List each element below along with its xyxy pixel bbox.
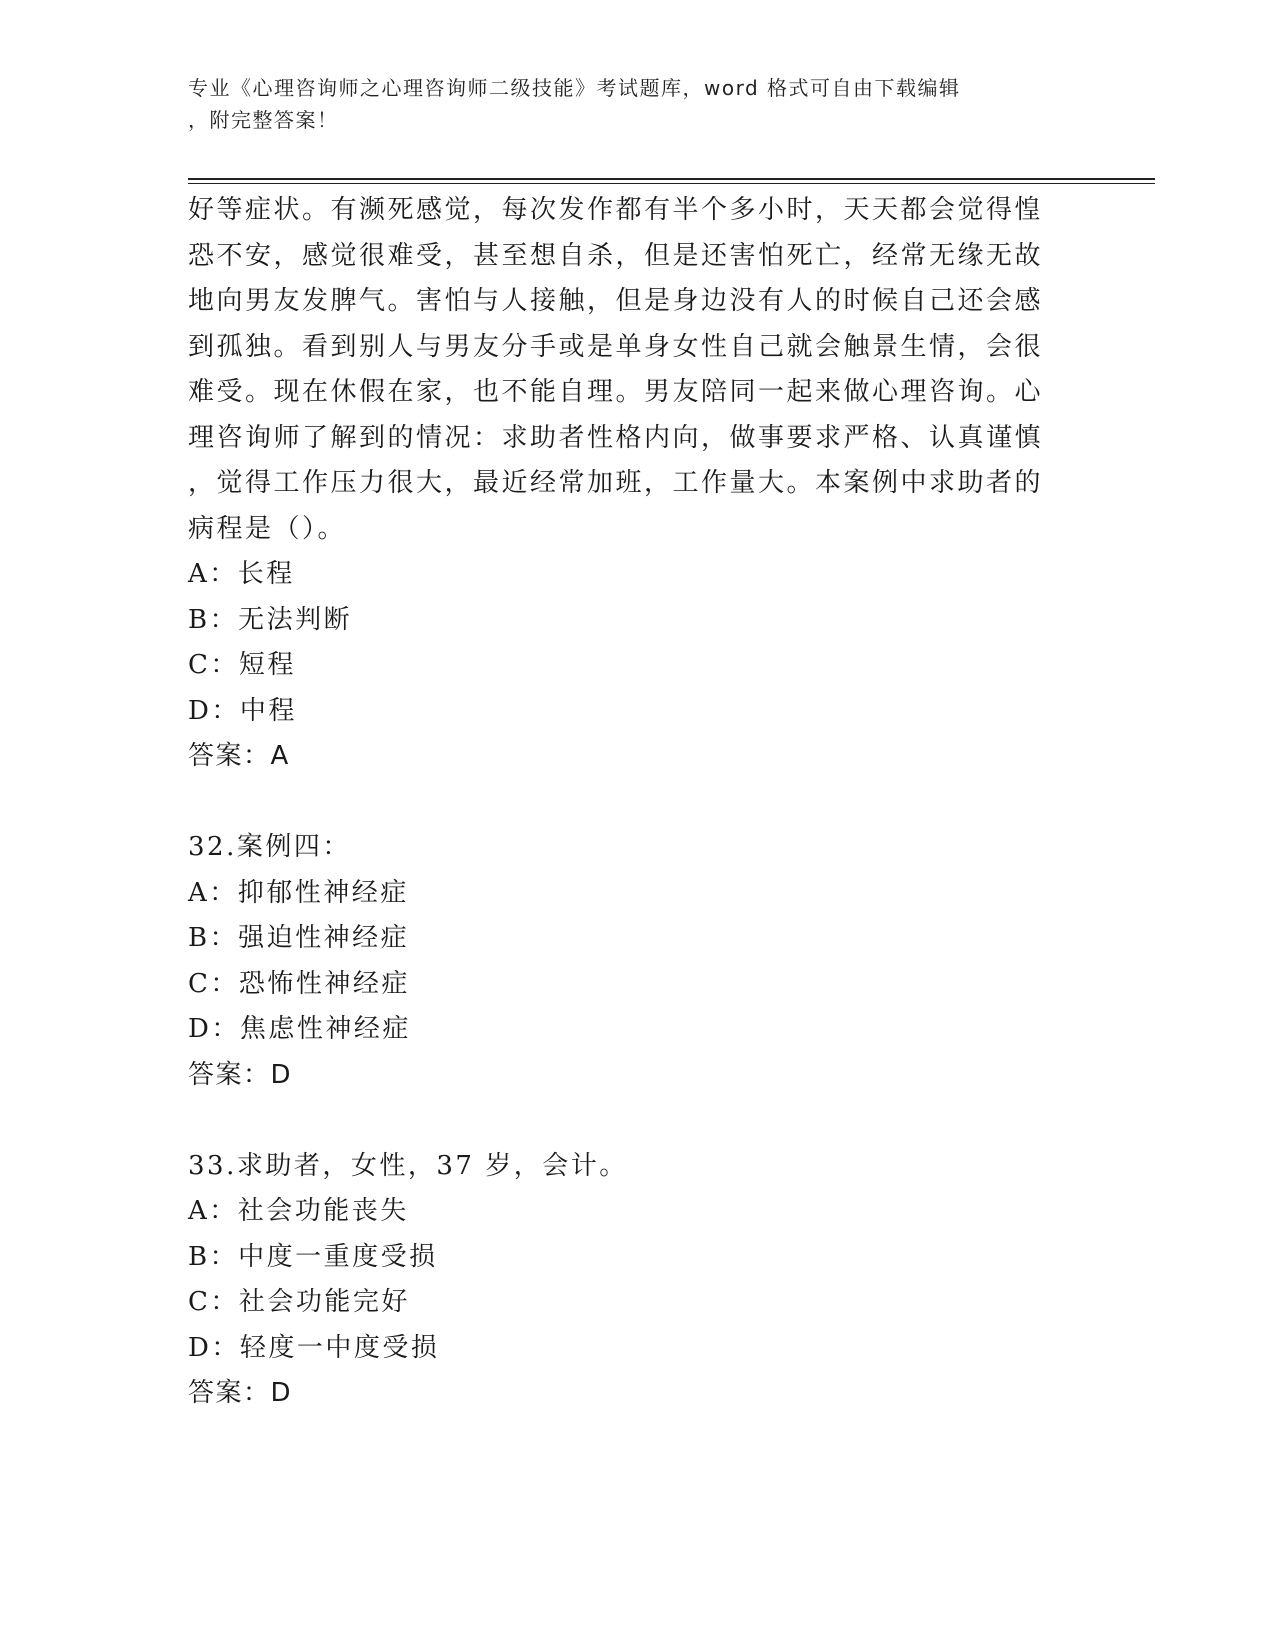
answer-line: 答案：D xyxy=(188,1378,293,1408)
answer-line: 答案：A xyxy=(188,741,290,771)
document-body xyxy=(188,188,1068,1417)
option-c: C：恐怖性神经症 xyxy=(188,968,410,999)
option-c: C：短程 xyxy=(188,650,296,680)
header-line-2: ，附完整答案！ xyxy=(188,108,339,132)
option-a: A：抑郁性神经症 xyxy=(188,877,409,908)
answer-line: 答案：D xyxy=(188,1059,293,1090)
option-b: B：中度一重度受损 xyxy=(188,1241,438,1272)
question-32-stem: 32.案例四： xyxy=(188,832,351,862)
option-a: A：社会功能丧失 xyxy=(188,1196,409,1226)
option-d: D：中程 xyxy=(188,695,297,726)
question-31-text-line: 地向男友发脾气。害怕与人接触，但是身边没有人的时候自己还会感 xyxy=(188,286,1044,316)
question-33 xyxy=(188,1144,1068,1417)
document-header xyxy=(188,72,1068,136)
option-c: C：社会功能完好 xyxy=(188,1287,410,1317)
header-divider-thick xyxy=(188,178,1155,180)
option-a: A：长程 xyxy=(188,559,295,589)
option-b: B：无法判断 xyxy=(188,604,353,635)
question-31-text-line: 恐不安，感觉很难受，甚至想自杀，但是还害怕死亡，经常无缘无故 xyxy=(188,240,1044,271)
question-31-text-line: 到孤独。看到别人与男友分手或是单身女性自己就会触景生情，会很 xyxy=(188,331,1044,362)
question-33-stem: 33.求助者，女性，37 岁，会计。 xyxy=(188,1150,628,1181)
option-b: B：强迫性神经症 xyxy=(188,923,410,953)
option-d: D：轻度一中度受损 xyxy=(188,1332,440,1363)
option-d: D：焦虑性神经症 xyxy=(188,1014,411,1044)
question-31-text-line: 病程是（）。 xyxy=(188,513,347,544)
question-32 xyxy=(188,825,1068,1098)
question-31-text-line: 好等症状。有濒死感觉，每次发作都有半个多小时，天天都会觉得惶 xyxy=(188,195,1044,225)
question-31-text-line: ，觉得工作压力很大，最近经常加班，工作量大。本案例中求助者的 xyxy=(188,468,1044,498)
header-line-1: 专业《心理咨询师之心理咨询师二级技能》考试题库，word 格式可自由下载编辑 xyxy=(188,76,961,100)
question-31-text-line: 理咨询师了解到的情况：求助者性格内向，做事要求严格、认真谨慎 xyxy=(188,422,1044,453)
question-31 xyxy=(188,188,1068,780)
question-31-text-line: 难受。现在休假在家，也不能自理。男友陪同一起来做心理咨询。心 xyxy=(188,377,1044,407)
header-divider-thin xyxy=(188,183,1155,184)
